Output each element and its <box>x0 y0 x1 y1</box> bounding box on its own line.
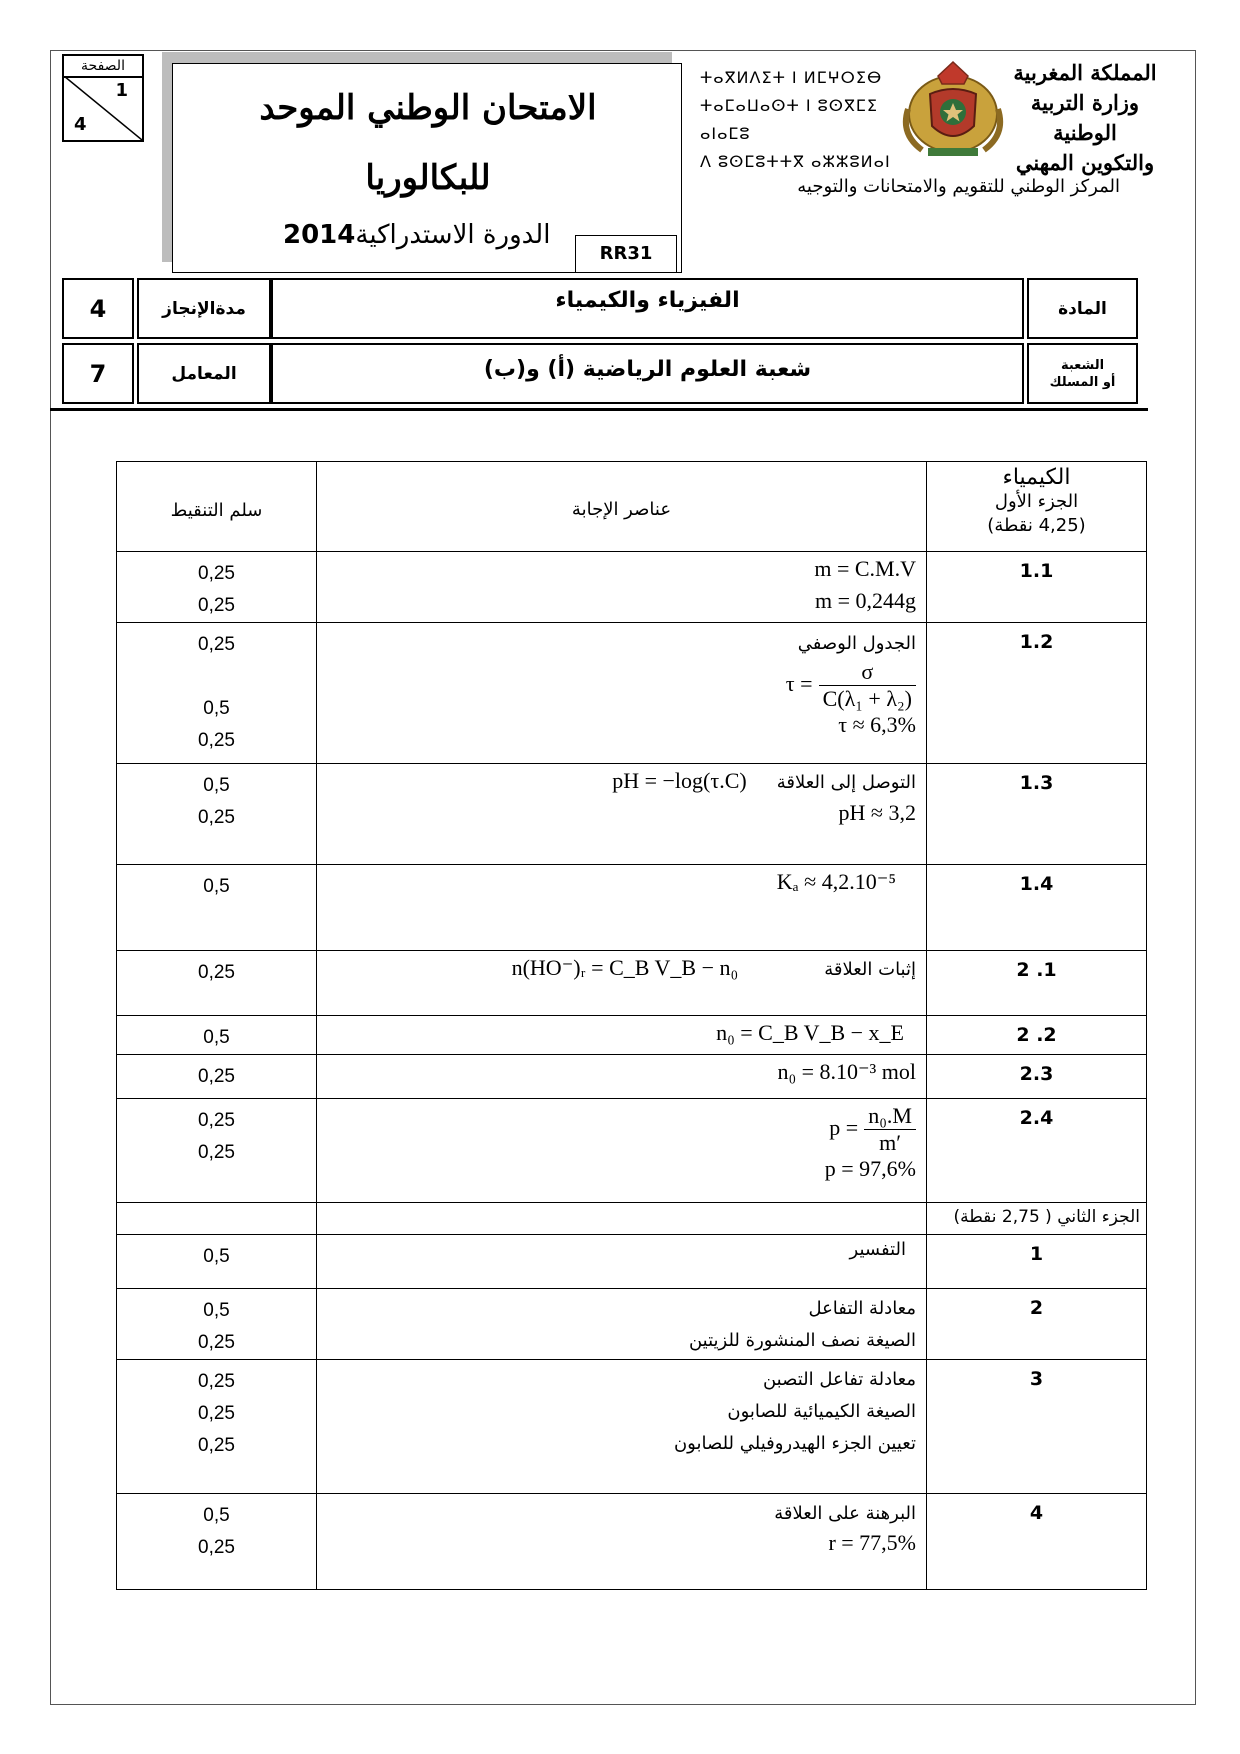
answer-header: عناصر الإجابة <box>571 498 672 520</box>
score-cell <box>117 552 317 623</box>
stream-cell <box>271 343 1024 404</box>
answer-text: الصيغة نصف المنشورة للزيتين <box>688 1330 916 1351</box>
answer-cell <box>317 1055 927 1099</box>
score-cell <box>117 764 317 865</box>
formula: Kₐ ≈ 4,2.10⁻⁵ <box>776 869 896 894</box>
question-number: 1.3 <box>927 764 1147 865</box>
table-row <box>117 552 1147 623</box>
score-cell <box>117 1235 317 1289</box>
score: 0,5 <box>203 876 230 897</box>
answer-text: تعيين الجزء الهيدروفيلي للصابون <box>673 1433 916 1454</box>
part2-header-row <box>117 1203 1147 1235</box>
score-cell <box>117 1099 317 1203</box>
answer-cell <box>317 1235 927 1289</box>
answer-text: الجدول الوصفي <box>797 633 916 654</box>
score: 0,25 <box>198 1371 235 1392</box>
duration-label-cell <box>137 278 271 339</box>
answer-header-cell <box>317 462 927 552</box>
table-row <box>117 1289 1147 1360</box>
subject-name: الفيزياء والكيمياء <box>555 288 740 313</box>
answer-cell <box>317 764 927 865</box>
score: 0,25 <box>198 563 235 584</box>
table-row <box>117 1099 1147 1203</box>
formula: n(HO⁻)ᵣ = C_B V_B − n₀ <box>511 955 739 980</box>
question-number: 1 <box>927 1235 1147 1289</box>
page-number-box <box>62 54 144 142</box>
formula: τ ≈ 6,3% <box>838 712 916 737</box>
duration-value: 4 <box>89 294 107 323</box>
score: 0,25 <box>198 1110 235 1131</box>
fraction-denominator: m′ <box>879 1130 902 1155</box>
table-header-row <box>117 462 1147 552</box>
tifinagh-line1: ⵜⴰⴳⵍⴷⵉⵜ ⵏ ⵍⵎⵖⵔⵉⴱ <box>700 68 883 87</box>
tifinagh-line2: ⵜⴰⵎⴰⵡⴰⵙⵜ ⵏ ⵓⵙⴳⵎⵉ ⴰⵏⴰⵎⵓ <box>700 96 878 143</box>
answer-text: إثبات العلاقة <box>824 959 916 980</box>
score: 0,25 <box>198 1142 235 1163</box>
question-number: 1.4 <box>927 865 1147 951</box>
part2-title: الجزء الثاني ( 2,75 نقطة) <box>927 1203 1147 1235</box>
question-number: 2 <box>927 1289 1147 1360</box>
tau-formula <box>327 659 916 712</box>
stream-label-1: الشعبة <box>1060 357 1105 373</box>
ministry-line3: والتكوين المهني <box>1015 150 1155 175</box>
score-cell <box>117 865 317 951</box>
ministry-line1: المملكة المغربية <box>1013 60 1157 85</box>
answer-cell <box>317 623 927 764</box>
score: 0,5 <box>203 1505 230 1526</box>
session-line <box>283 220 550 250</box>
score-header-cell <box>117 462 317 552</box>
exam-title-line1: الامتحان الوطني الموحد <box>259 88 597 128</box>
score: 0,25 <box>198 1435 235 1456</box>
stream-label-cell <box>1027 343 1138 404</box>
answer-cell <box>317 1360 927 1494</box>
table-row <box>117 764 1147 865</box>
part1-title: الجزء الأول <box>994 491 1079 512</box>
question-number: 2.4 <box>927 1099 1147 1203</box>
answer-cell <box>317 865 927 951</box>
question-number: 2.3 <box>927 1055 1147 1099</box>
score-cell <box>117 1360 317 1494</box>
question-number: 1.2 <box>927 623 1147 764</box>
exam-title-line2: للبكالوريا <box>365 158 491 198</box>
duration-value-cell <box>62 278 134 339</box>
answer-text: الصيغة الكيميائية للصابون <box>727 1401 916 1422</box>
question-number: 2 .2 <box>927 1016 1147 1055</box>
ministry-name <box>1010 58 1160 178</box>
score: 0,25 <box>198 807 235 828</box>
table-row <box>117 865 1147 951</box>
formula: pH ≈ 3,2 <box>838 800 916 825</box>
score-header: سلم التنقيط <box>170 499 263 521</box>
tifinagh-line3: ⴷ ⵓⵙⵎⵓⵜⵜⴳ ⴰⵣⵣⵓⵍⴰⵏ <box>700 152 891 171</box>
score-cell <box>117 1016 317 1055</box>
fraction-numerator: σ <box>819 659 916 686</box>
score: 0,5 <box>203 775 230 796</box>
duration-label: مدةالإنجاز <box>162 298 246 319</box>
score: 0,5 <box>203 1246 230 1267</box>
table-row <box>117 1360 1147 1494</box>
session-label: الدورة الاستدراكية <box>355 220 551 250</box>
table-row <box>117 1016 1147 1055</box>
score: 0,25 <box>198 634 235 655</box>
question-number: 3 <box>927 1360 1147 1494</box>
score: 0,25 <box>198 1537 235 1558</box>
page-number: 1 <box>115 80 128 101</box>
score: 0,25 <box>198 1066 235 1087</box>
coefficient-value-cell <box>62 343 134 404</box>
session-year: 2014 <box>283 220 356 250</box>
table-row <box>117 1055 1147 1099</box>
formula: n₀ = C_B V_B − x_E <box>716 1020 904 1045</box>
answer-cell <box>317 552 927 623</box>
formula: p = <box>829 1115 859 1140</box>
fraction-numerator: n₀.M <box>864 1103 916 1130</box>
score: 0,25 <box>198 1332 235 1353</box>
stream-label-2: أو المسلك <box>1049 374 1116 390</box>
score: 0,25 <box>198 595 235 616</box>
score: 0,25 <box>198 730 235 751</box>
question-number: 2 .1 <box>927 951 1147 1016</box>
page-label: الصفحة <box>64 56 142 78</box>
answer-cell <box>317 951 927 1016</box>
answer-cell <box>317 1289 927 1360</box>
formula: m = C.M.V <box>814 556 916 581</box>
answer-cell <box>317 1016 927 1055</box>
formula: pH = −log(τ.C) <box>612 768 747 793</box>
purity-formula <box>327 1103 916 1156</box>
score: 0,25 <box>198 1403 235 1424</box>
evaluation-center: المركز الوطني للتقويم والامتحانات والتوجيه <box>797 176 1120 197</box>
subject-label: المادة <box>1058 298 1107 319</box>
exam-code: RR31 <box>575 235 677 273</box>
answer-text: معادلة تفاعل التصبن <box>762 1369 916 1390</box>
formula: τ = <box>785 671 813 696</box>
score-cell <box>117 951 317 1016</box>
header-separator <box>50 408 1148 411</box>
score-cell <box>117 1494 317 1590</box>
table-row <box>117 1494 1147 1590</box>
score: 0,5 <box>203 698 230 719</box>
question-number: 4 <box>927 1494 1147 1590</box>
section-title: الكيمياء <box>1002 465 1071 490</box>
stream-label <box>1029 345 1136 402</box>
answer-text: البرهنة على العلاقة <box>774 1503 916 1524</box>
answer-text: التفسير <box>849 1239 906 1260</box>
score: 0,5 <box>203 1300 230 1321</box>
table-row <box>117 623 1147 764</box>
formula: m = 0,244g <box>814 588 916 613</box>
fraction <box>864 1103 916 1156</box>
subject-cell <box>271 278 1024 339</box>
answer-text: التوصل إلى العلاقة <box>776 772 916 793</box>
grading-table <box>116 461 1147 1590</box>
formula: n₀ = 8.10⁻³ mol <box>777 1059 916 1084</box>
formula: p = 97,6% <box>824 1156 916 1181</box>
question-number: 1.1 <box>927 552 1147 623</box>
coefficient-label: المعامل <box>171 363 237 384</box>
coat-of-arms-icon <box>898 54 1008 160</box>
coefficient-value: 7 <box>89 359 107 388</box>
score-cell <box>117 1055 317 1099</box>
formula: r = 77,5% <box>828 1530 916 1555</box>
stream-name: شعبة العلوم الرياضية (أ) و(ب) <box>483 357 812 382</box>
tifinagh-text <box>700 64 900 176</box>
table-row <box>117 951 1147 1016</box>
score: 0,5 <box>203 1027 230 1048</box>
answer-cell <box>317 1494 927 1590</box>
answer-cell <box>317 1099 927 1203</box>
answer-text: معادلة التفاعل <box>808 1298 916 1319</box>
ministry-line2: وزارة التربية الوطنية <box>1030 90 1140 145</box>
fraction-denominator: C(λ₁ + λ₂) <box>822 686 912 711</box>
subject-label-cell <box>1027 278 1138 339</box>
score-cell <box>117 623 317 764</box>
coefficient-label-cell <box>137 343 271 404</box>
section-header-cell <box>927 462 1147 552</box>
part1-points: (4,25 نقطة) <box>987 515 1086 536</box>
table-row <box>117 1235 1147 1289</box>
fraction <box>819 659 916 712</box>
page-total: 4 <box>74 114 87 135</box>
score: 0,25 <box>198 962 235 983</box>
score-cell <box>117 1289 317 1360</box>
